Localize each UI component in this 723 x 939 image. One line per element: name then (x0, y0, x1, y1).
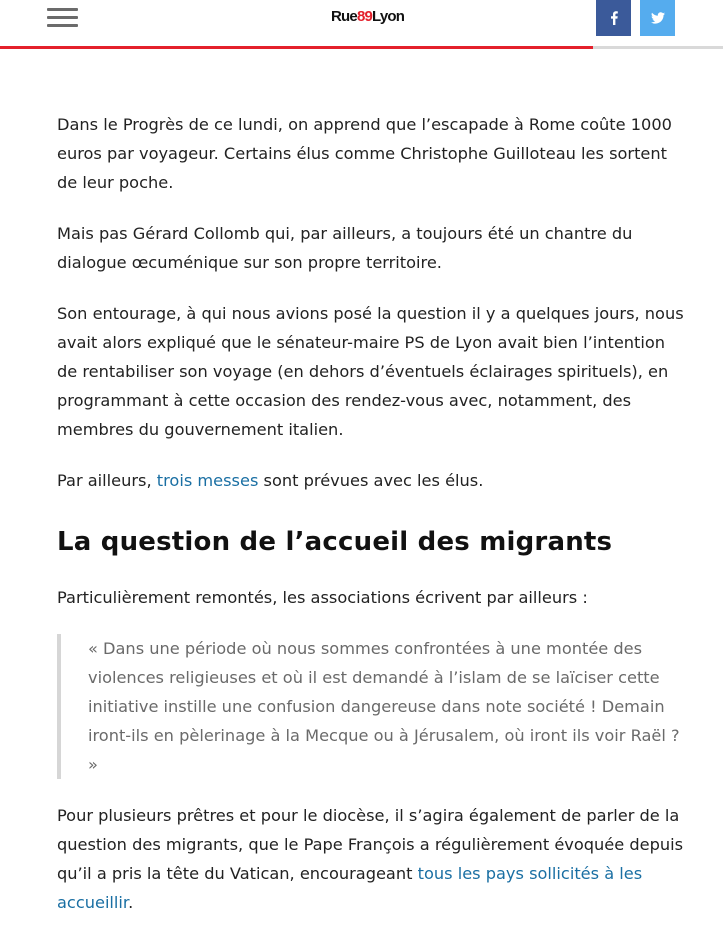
logo-text-89: 89 (356, 8, 373, 25)
article-paragraph-4 (57, 466, 687, 495)
facebook-icon (609, 11, 619, 25)
facebook-share-button[interactable] (596, 0, 631, 36)
pays-sollicites-link[interactable]: tous les pays sollicités à les accueillir (57, 864, 643, 912)
blockquote (57, 634, 687, 779)
hamburger-menu-icon[interactable] (47, 7, 78, 28)
paragraph-text: sont prévues avec les élus. (258, 471, 484, 490)
article-paragraph-3: Son entourage, à qui nous avions posé la question il y a quelques jours, nous avait alors expliqué que le sénateur-maire PS de Lyon avait bien l’intention de rentabiliser son voyage (en dehors d’éventuels éclairages spirituels), en programmant à cette occasion des rendez-vous avec, notamment, des membres du gouvernement italien. (57, 304, 684, 439)
reading-progress-fill (0, 46, 593, 49)
logo-text-lyon: Lyon (372, 8, 405, 25)
twitter-share-button[interactable] (640, 0, 675, 36)
quote-text: « Dans une période où nous sommes confrontées à une montée des violences religieuses et où il est demandé à l’islam de se laïciser cette initiative instille une confusion dangereuse dans note société ! Demain iront-ils en pèlerinage à la Mecque ou à Jérusalem, où iront ils voir Raël ? » (88, 639, 680, 774)
article-paragraph-5: Particulièrement remontés, les associations écrivent par ailleurs : (57, 588, 588, 607)
logo-text-rue: Rue (331, 8, 357, 25)
reading-progress-bar (0, 46, 723, 49)
site-header (0, 0, 723, 48)
paragraph-text: Pour plusieurs prêtres et pour le diocèse, il s’agira également de parler de la question des migrants, que le Pape François a régulièrement évoquée depuis qu’il a pris la tête du Vatican, encourageant (57, 806, 684, 883)
trois-messes-link[interactable]: trois messes (156, 471, 259, 490)
site-logo[interactable] (331, 8, 404, 30)
article-body (57, 110, 687, 939)
article-paragraph-1: Dans le Progrès de ce lundi, on apprend que l’escapade à Rome coûte 1000 euros par voyageur. Certains élus comme Christophe Guilloteau les sortent de leur poche. (57, 115, 672, 192)
section-heading: La question de l’accueil des migrants (57, 527, 613, 557)
article-paragraph-6 (57, 801, 687, 917)
twitter-icon (651, 12, 665, 24)
paragraph-text: . (128, 893, 134, 912)
article-paragraph-2: Mais pas Gérard Collomb qui, par ailleurs, a toujours été un chantre du dialogue œcuménique sur son propre territoire. (57, 224, 633, 272)
paragraph-text: Par ailleurs, (57, 471, 157, 490)
